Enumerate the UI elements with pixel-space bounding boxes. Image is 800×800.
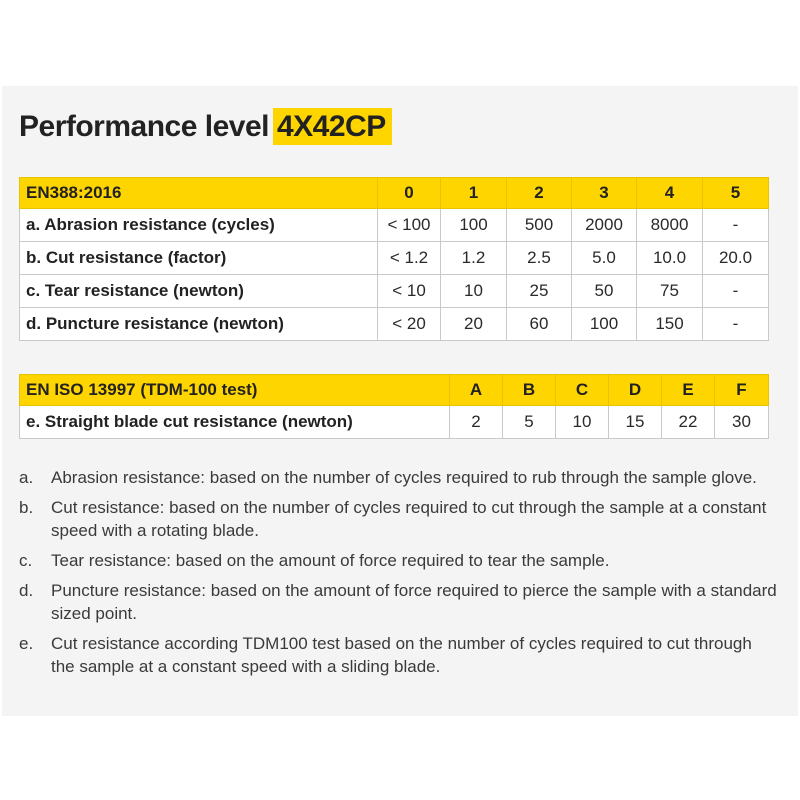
value-cell: < 1.2 xyxy=(378,242,441,275)
value-cell: 15 xyxy=(609,406,662,439)
level-header-cell: 2 xyxy=(507,178,572,209)
level-header-cell: D xyxy=(609,375,662,406)
note-item xyxy=(19,549,779,572)
note-item xyxy=(19,632,779,678)
value-cell: 10 xyxy=(556,406,609,439)
value-cell: 1.2 xyxy=(441,242,507,275)
value-cell: 20.0 xyxy=(703,242,769,275)
value-cell: 25 xyxy=(507,275,572,308)
table-header-row xyxy=(20,375,769,406)
table-row xyxy=(20,242,769,275)
row-label: b. Cut resistance (factor) xyxy=(20,242,378,275)
value-cell: 8000 xyxy=(637,209,703,242)
value-cell: 2000 xyxy=(572,209,637,242)
note-item xyxy=(19,466,779,489)
value-cell: 22 xyxy=(662,406,715,439)
note-letter: a. xyxy=(19,468,34,487)
row-label: d. Puncture resistance (newton) xyxy=(20,308,378,341)
value-cell: 500 xyxy=(507,209,572,242)
note-text: Abrasion resistance: based on the number of cycles required to rub through the sample glove. xyxy=(51,468,757,487)
value-cell: < 20 xyxy=(378,308,441,341)
level-header-cell: A xyxy=(450,375,503,406)
level-header-cell: E xyxy=(662,375,715,406)
value-cell: 150 xyxy=(637,308,703,341)
value-cell: 60 xyxy=(507,308,572,341)
value-cell: 100 xyxy=(572,308,637,341)
value-cell: - xyxy=(703,275,769,308)
level-header-cell: 1 xyxy=(441,178,507,209)
note-item xyxy=(19,579,779,625)
value-cell: < 100 xyxy=(378,209,441,242)
table-header-row xyxy=(20,178,769,209)
value-cell: 2 xyxy=(450,406,503,439)
page-title xyxy=(19,110,392,144)
value-cell: 100 xyxy=(441,209,507,242)
title-prefix: Performance level xyxy=(19,110,269,143)
row-label: a. Abrasion resistance (cycles) xyxy=(20,209,378,242)
level-header-cell: C xyxy=(556,375,609,406)
note-text: Puncture resistance: based on the amount of force required to pierce the sample with a standard sized point. xyxy=(51,581,777,623)
level-header-cell: 4 xyxy=(637,178,703,209)
level-header-cell: 3 xyxy=(572,178,637,209)
value-cell: 5 xyxy=(503,406,556,439)
value-cell: 10 xyxy=(441,275,507,308)
table-row xyxy=(20,209,769,242)
value-cell: 50 xyxy=(572,275,637,308)
standard-name: EN ISO 13997 (TDM-100 test) xyxy=(20,375,450,406)
standard-name: EN388:2016 xyxy=(20,178,378,209)
en-iso-13997-table xyxy=(19,374,769,439)
value-cell: < 10 xyxy=(378,275,441,308)
en388-table xyxy=(19,177,769,341)
value-cell: 30 xyxy=(715,406,769,439)
value-cell: - xyxy=(703,308,769,341)
value-cell: 2.5 xyxy=(507,242,572,275)
note-letter: e. xyxy=(19,634,34,653)
note-text: Cut resistance according TDM100 test based on the number of cycles required to cut through the sample at a constant speed with a sliding blade. xyxy=(51,634,752,676)
notes-list xyxy=(19,466,779,685)
level-header-cell: F xyxy=(715,375,769,406)
table-row xyxy=(20,406,769,439)
note-letter: c. xyxy=(19,551,33,570)
row-label: c. Tear resistance (newton) xyxy=(20,275,378,308)
value-cell: 5.0 xyxy=(572,242,637,275)
note-letter: b. xyxy=(19,498,34,517)
table-row xyxy=(20,275,769,308)
note-text: Cut resistance: based on the number of cycles required to cut through the sample at a constant speed with a rotating blade. xyxy=(51,498,767,540)
note-item xyxy=(19,496,779,542)
level-header-cell: 0 xyxy=(378,178,441,209)
value-cell: 10.0 xyxy=(637,242,703,275)
row-label: e. Straight blade cut resistance (newton) xyxy=(20,406,450,439)
value-cell: - xyxy=(703,209,769,242)
performance-code-badge: 4X42CP xyxy=(273,108,392,145)
value-cell: 20 xyxy=(441,308,507,341)
value-cell: 75 xyxy=(637,275,703,308)
level-header-cell: B xyxy=(503,375,556,406)
note-text: Tear resistance: based on the amount of force required to tear the sample. xyxy=(51,551,610,570)
note-letter: d. xyxy=(19,581,34,600)
level-header-cell: 5 xyxy=(703,178,769,209)
table-row xyxy=(20,308,769,341)
